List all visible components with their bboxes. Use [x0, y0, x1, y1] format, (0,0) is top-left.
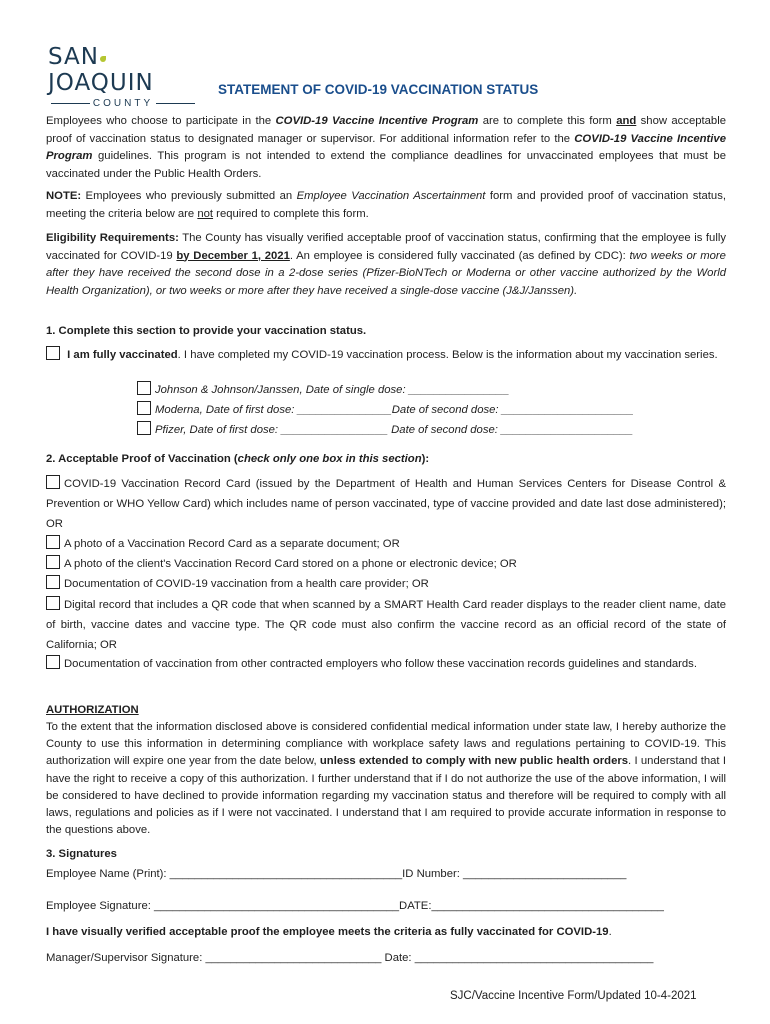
logo-word-joaquin: JOAQUIN	[48, 70, 154, 96]
proof-checkbox-6[interactable]	[46, 655, 60, 669]
proof-item-3: A photo of the client's Vaccination Record Card stored on a phone or electronic device; OR	[46, 555, 726, 573]
proof-item-6: Documentation of vaccination from other contracted employers who follow these vaccination records guidelines and standards.	[46, 654, 726, 674]
proof-checkbox-3[interactable]	[46, 555, 60, 569]
fully-vaccinated-row: I am fully vaccinated. I have completed my COVID-19 vaccination process. Below is the information about my vaccination series.	[46, 346, 726, 365]
moderna-checkbox[interactable]	[137, 401, 151, 415]
proof-checkbox-1[interactable]	[46, 475, 60, 489]
logo-county: COUNTY	[92, 98, 154, 109]
footer-text: SJC/Vaccine Incentive Form/Updated 10-4-2021	[450, 990, 697, 1002]
fully-vaccinated-checkbox[interactable]	[46, 346, 60, 360]
page-title: STATEMENT OF COVID-19 VACCINATION STATUS	[218, 82, 539, 97]
proof-checkbox-5[interactable]	[46, 596, 60, 610]
logo-word-san: SAN	[48, 44, 99, 70]
employee-name-field[interactable]: Employee Name (Print): _____________________________________ID Number: __________________________	[46, 868, 627, 880]
logo-rule-right	[156, 103, 195, 104]
note-paragraph: NOTE: Employees who previously submitted an Employee Vaccination Ascertainment form and provided proof of vaccination status, meeting the criteria below are not required to complete this form.	[46, 190, 726, 220]
proof-item-1: COVID-19 Vaccination Record Card (issued by the Department of Health and Human Services Centers for Disease Control & Prevention or WHO Yellow Card) which includes name of person vaccinated, type of vaccine provided and date last dose administered); OR	[46, 474, 726, 534]
manager-signature-field[interactable]: Manager/Supervisor Signature: ____________________________ Date: ______________________________________	[46, 952, 654, 964]
authorization-paragraph: To the extent that the information disclosed above is considered confidential medical information under state law, I hereby authorize the County to use this information in determining compliance with workplace safety laws and regulations pertaining to COVID-19. This authorization will expire one year from the date below, unless extended to comply with new public health orders. I understand that I have the right to receive a copy of this authorization. I further understand that if I do not authorize the use of the above information, I will be considered to have declined to provide information regarding my vaccination status and therefore will be required to comply with all laws, regulations and policies as if I were not vaccinated. I understand that I am required to provide accurate information in response to the questions above.	[46, 721, 726, 837]
section2-heading: 2. Acceptable Proof of Vaccination (check only one box in this section):	[46, 453, 430, 465]
authorization-heading: AUTHORIZATION	[46, 704, 139, 716]
proof-checkbox-4[interactable]	[46, 575, 60, 589]
proof-item-5: Digital record that includes a QR code that when scanned by a SMART Health Card reader displays to the reader client name, date of birth, vaccine dates and vaccine type. The QR code must also confirm the vaccine record as an official record of the state of California; OR	[46, 595, 726, 655]
leaf-icon	[100, 56, 106, 62]
option-pfizer: Pfizer, Date of first dose: _________________ Date of second dose: _____________________	[137, 420, 633, 440]
proof-item-4: Documentation of COVID-19 vaccination from a health care provider; OR	[46, 575, 726, 593]
county-logo	[48, 44, 198, 109]
jj-checkbox[interactable]	[137, 381, 151, 395]
option-jj: Johnson & Johnson/Janssen, Date of single dose: ________________	[137, 380, 509, 400]
proof-item-2: A photo of a Vaccination Record Card as a separate document; OR	[46, 535, 726, 553]
proof-checkbox-2[interactable]	[46, 535, 60, 549]
intro-paragraph: Employees who choose to participate in the COVID-19 Vaccine Incentive Program are to complete this form and show acceptable proof of vaccination status to designated manager or supervisor. For additional information refer to the COVID-19 Vaccine Incentive Program guidelines. This program is not intended to extend the compliance deadlines for unvaccinated employees that must be vaccinated under the Public Health Orders.	[46, 115, 727, 180]
pfizer-checkbox[interactable]	[137, 421, 151, 435]
eligibility-paragraph: Eligibility Requirements: The County has visually verified acceptable proof of vaccination status, confirming that the employee is fully vaccinated for COVID-19 by December 1, 2021. An employee is considered fully vaccinated (as defined by CDC): two weeks or more after they have received the second dose in a 2-dose series (Pfizer-BioNTech or Moderna or other vaccine authorized by the World Health Organization), or two weeks or more after they have received a single-dose vaccine (J&J/Janssen).	[46, 232, 726, 297]
option-moderna: Moderna, Date of first dose: _______________Date of second dose: _____________________	[137, 400, 634, 420]
section1-heading: 1. Complete this section to provide your vaccination status.	[46, 325, 367, 337]
verification-statement: I have visually verified acceptable proof the employee meets the criteria as fully vaccinated for COVID-19.	[46, 926, 612, 938]
logo-rule-left	[51, 103, 90, 104]
signatures-heading: 3. Signatures	[46, 848, 117, 860]
employee-signature-field[interactable]: Employee Signature: _______________________________________DATE:_____________________________________	[46, 900, 664, 912]
